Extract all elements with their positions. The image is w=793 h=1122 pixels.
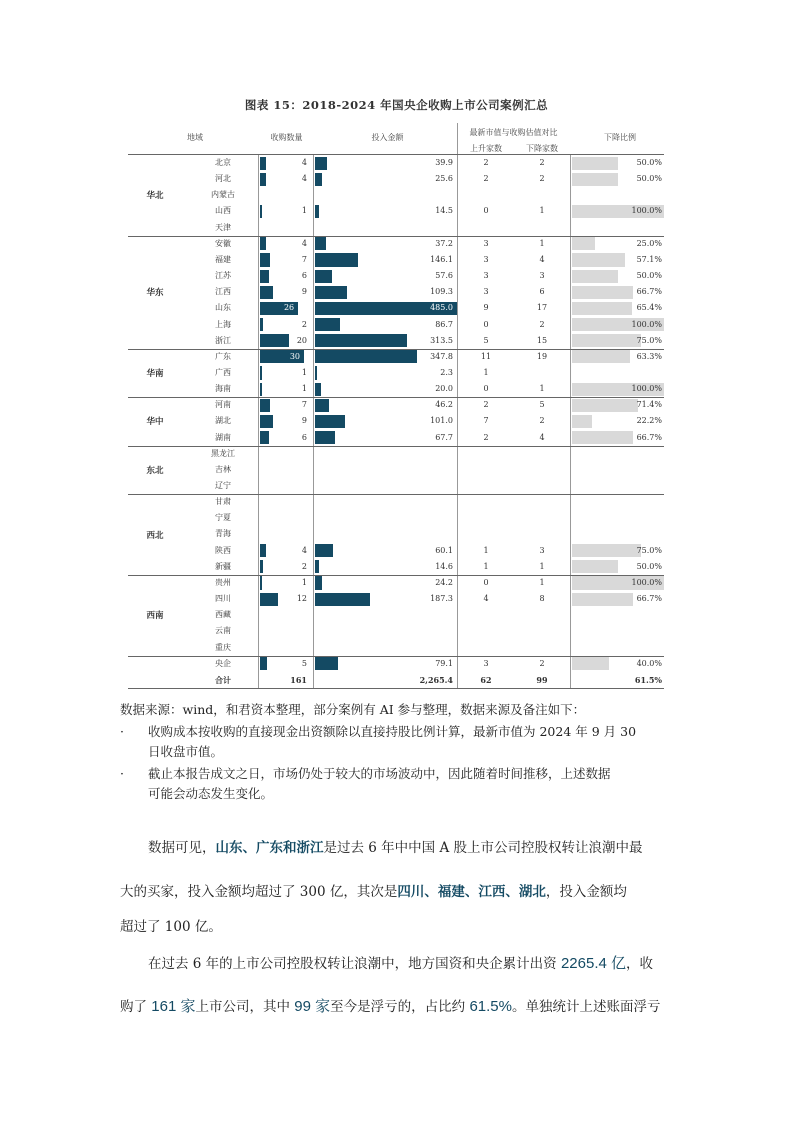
up-count: 4 [483, 594, 489, 604]
region-separator [128, 397, 664, 398]
count-value: 2 [301, 319, 307, 329]
amount-value: 101.0 [430, 416, 453, 426]
down-count: 1 [539, 384, 545, 394]
ratio-value: 75.0% [636, 335, 662, 345]
province-label: 央企 [215, 658, 231, 668]
header-compare: 最新市值与收购估值对比 [469, 128, 558, 137]
amount-value: 24.2 [435, 577, 453, 587]
source-note: 数据来源：wind，和君资本整理，部分案例有 AI 参与整理，数据来源及备注如下： [120, 702, 586, 717]
count-value: 1 [301, 206, 307, 216]
header-amount: 投入金额 [371, 133, 404, 142]
region-separator [128, 494, 664, 495]
up-count: 3 [483, 658, 489, 668]
up-count: 11 [480, 351, 492, 361]
province-label: 福建 [215, 254, 231, 264]
up-count: 1 [483, 367, 489, 377]
count-value: 5 [301, 658, 307, 668]
up-count: 3 [483, 238, 489, 248]
region-separator [128, 656, 664, 657]
ratio-value: 75.0% [636, 545, 662, 555]
ratio-value: 22.2% [636, 416, 662, 426]
amount-value: 46.2 [435, 400, 453, 410]
down-count: 8 [539, 594, 545, 604]
count-value: 9 [301, 287, 307, 297]
highlight-second-buyers: 四川、福建、江西、湖北 [397, 884, 546, 900]
up-count: 2 [483, 174, 489, 184]
region-separator [128, 446, 664, 447]
amount-value: 25.6 [435, 174, 453, 184]
province-label: 浙江 [215, 335, 231, 345]
count-value: 2 [301, 561, 307, 571]
down-count: 4 [539, 432, 545, 442]
ratio-value: 100.0% [631, 206, 662, 216]
amount-value: 37.2 [435, 238, 453, 248]
province-label: 海南 [215, 384, 231, 394]
province-label: 黑龙江 [211, 448, 235, 458]
count-value: 6 [301, 432, 307, 442]
region-label: 华南 [146, 369, 164, 380]
province-label: 广东 [215, 351, 231, 361]
province-label: 安徽 [215, 238, 231, 248]
note-bullet-2-line-1: 截止本报告成文之日，市场仍处于较大的市场波动中，因此随着时间推移，上述数据 [148, 766, 611, 781]
header-count: 收购数量 [270, 133, 303, 142]
ratio-value: 50.0% [636, 271, 662, 281]
up-count: 9 [483, 303, 489, 313]
province-label: 新疆 [215, 561, 231, 571]
paragraph-line-4: 在过去 6 年的上市公司控股权转让浪潮中，地方国资和央企累计出资 2265.4 亿，收 [148, 955, 654, 972]
down-count: 5 [539, 400, 545, 410]
province-label: 贵州 [215, 577, 231, 587]
amount-value: 60.1 [435, 545, 453, 555]
province-label: 江西 [215, 287, 231, 297]
ratio-value: 57.1% [636, 254, 662, 264]
region-label: 华北 [146, 191, 164, 202]
count-value: 7 [301, 400, 307, 410]
header-down: 下降家数 [526, 144, 558, 153]
province-label: 吉林 [215, 464, 231, 474]
total-down: 99 [536, 674, 548, 685]
bullet-dot-1: · [120, 724, 124, 739]
amount-value: 146.1 [430, 254, 453, 264]
total-amount: 2,265.4 [419, 674, 453, 685]
province-label: 北京 [215, 158, 231, 167]
count-value: 7 [301, 254, 307, 264]
region-label: 华中 [146, 417, 164, 428]
amount-value: 313.5 [430, 335, 453, 345]
note-bullet-1-line-1: 收购成本按收购的直接现金出资额除以直接持股比例计算，最新市值为 2024 年 9 月 30 [148, 724, 637, 739]
bullet-dot-2: · [120, 766, 124, 781]
province-label: 天津 [215, 222, 231, 232]
ratio-value: 66.7% [636, 432, 662, 442]
down-count: 2 [539, 416, 545, 426]
count-value: 30 [289, 351, 300, 361]
province-label: 四川 [215, 594, 231, 604]
paragraph-line-2: 大的买家，投入金额均超过了 300 亿，其次是四川、福建、江西、湖北，投入金额均 [120, 884, 627, 900]
header-ratio: 下降比例 [604, 133, 636, 142]
highlight-total-count: 161 家 [151, 998, 196, 1015]
region-separator [128, 349, 664, 350]
up-count: 7 [483, 416, 489, 426]
note-bullet-2-line-2: 可能会动态发生变化。 [148, 786, 274, 801]
count-value: 4 [301, 158, 307, 167]
up-count: 5 [483, 335, 489, 345]
ratio-value: 66.7% [636, 594, 662, 604]
up-count: 2 [483, 432, 489, 442]
note-bullet-1-line-2: 日收盘市值。 [148, 744, 224, 759]
down-count: 19 [536, 351, 548, 361]
count-value: 12 [296, 594, 307, 604]
highlight-loss-count: 99 家 [294, 998, 331, 1015]
amount-value: 14.6 [435, 561, 453, 571]
up-count: 0 [483, 577, 489, 587]
amount-value: 187.3 [430, 594, 453, 604]
region-label: 东北 [146, 465, 164, 476]
amount-value: 2.3 [440, 367, 453, 377]
region-label: 华东 [146, 288, 164, 299]
down-count: 2 [539, 658, 545, 668]
region-separator [128, 575, 664, 576]
province-label: 湖南 [215, 432, 231, 442]
down-count: 1 [539, 238, 545, 248]
down-count: 3 [539, 271, 545, 281]
up-count: 0 [483, 206, 489, 216]
down-count: 2 [539, 174, 545, 184]
count-value: 20 [296, 335, 307, 345]
up-count: 1 [483, 561, 489, 571]
paragraph-line-3: 超过了 100 亿。 [120, 919, 222, 935]
up-count: 0 [483, 319, 489, 329]
province-label: 上海 [215, 319, 231, 329]
amount-value: 79.1 [435, 658, 453, 668]
down-count: 2 [539, 158, 545, 167]
ratio-value: 63.3% [636, 351, 662, 361]
up-count: 3 [483, 287, 489, 297]
down-count: 6 [539, 287, 545, 297]
down-count: 15 [536, 335, 548, 345]
paragraph-line-1: 数据可见，山东、广东和浙江是过去 6 年中中国 A 股上市公司控股权转让浪潮中最 [148, 840, 643, 856]
amount-value: 57.6 [435, 271, 453, 281]
ratio-value: 25.0% [636, 238, 662, 248]
province-label: 江苏 [215, 271, 231, 281]
down-count: 4 [539, 254, 545, 264]
province-label: 山西 [215, 206, 231, 216]
amount-value: 67.7 [435, 432, 453, 442]
column-divider [457, 123, 458, 688]
total-label: 合计 [215, 674, 231, 685]
province-label: 辽宁 [215, 481, 231, 490]
province-label: 内蒙古 [211, 190, 235, 200]
amount-value: 485.0 [430, 303, 453, 313]
amount-value: 86.7 [435, 319, 453, 329]
ratio-value: 40.0% [636, 658, 662, 668]
up-count: 3 [483, 271, 489, 281]
amount-value: 14.5 [435, 206, 453, 216]
count-value: 1 [301, 367, 307, 377]
province-label: 河南 [215, 400, 231, 410]
up-count: 0 [483, 384, 489, 394]
province-label: 陕西 [215, 545, 231, 555]
province-label: 西藏 [215, 610, 231, 620]
up-count: 1 [483, 545, 489, 555]
province-label: 广西 [215, 367, 231, 377]
ratio-value: 50.0% [636, 158, 662, 167]
count-value: 4 [301, 174, 307, 184]
province-label: 云南 [215, 626, 231, 636]
up-count: 3 [483, 254, 489, 264]
total-rule [128, 688, 664, 689]
down-count: 1 [539, 561, 545, 571]
amount-value: 20.0 [435, 384, 453, 394]
ratio-value: 100.0% [631, 577, 662, 587]
total-up: 62 [480, 674, 492, 685]
province-label: 重庆 [215, 642, 231, 652]
up-count: 2 [483, 400, 489, 410]
ratio-value: 50.0% [636, 174, 662, 184]
ratio-value: 66.7% [636, 287, 662, 297]
region-separator [128, 236, 664, 237]
highlight-loss-ratio: 61.5% [469, 998, 512, 1015]
amount-value: 109.3 [430, 287, 453, 297]
province-label: 甘肃 [215, 497, 231, 507]
down-count: 17 [536, 303, 548, 313]
header-region: 地域 [187, 133, 203, 142]
ratio-value: 50.0% [636, 561, 662, 571]
amount-value: 39.9 [435, 158, 453, 167]
count-value: 9 [301, 416, 307, 426]
count-value: 4 [301, 238, 307, 248]
header-rule [128, 154, 664, 155]
province-label: 山东 [215, 303, 231, 313]
province-label: 湖北 [215, 416, 231, 426]
province-label: 宁夏 [215, 513, 231, 523]
down-count: 2 [539, 319, 545, 329]
region-label: 西北 [146, 530, 164, 541]
province-label: 河北 [215, 174, 231, 184]
region-label: 西南 [146, 611, 164, 622]
header-up: 上升家数 [470, 144, 502, 153]
total-count: 161 [290, 674, 307, 685]
count-value: 4 [301, 545, 307, 555]
count-value: 6 [301, 271, 307, 281]
ratio-value: 71.4% [636, 400, 662, 410]
ratio-value: 100.0% [631, 319, 662, 329]
figure-title: 图表 15：2018-2024 年国央企收购上市公司案例汇总 [244, 98, 549, 112]
down-count: 1 [539, 577, 545, 587]
down-count: 3 [539, 545, 545, 555]
count-value: 1 [301, 384, 307, 394]
paragraph-line-5: 购了 161 家上市公司，其中 99 家至今是浮亏的，占比约 61.5%。单独统计上述账面浮亏 [120, 998, 661, 1015]
ratio-value: 65.4% [636, 303, 662, 313]
total-ratio: 61.5% [634, 674, 662, 685]
highlight-total-amount: 2265.4 亿 [560, 955, 627, 972]
count-value: 26 [283, 303, 295, 313]
count-value: 1 [301, 577, 307, 587]
ratio-value: 100.0% [631, 384, 662, 394]
highlight-top-buyers: 山东、广东和浙江 [215, 840, 324, 856]
up-count: 2 [483, 158, 489, 167]
down-count: 1 [539, 206, 545, 216]
province-label: 青海 [215, 529, 231, 539]
amount-value: 347.8 [430, 351, 453, 361]
